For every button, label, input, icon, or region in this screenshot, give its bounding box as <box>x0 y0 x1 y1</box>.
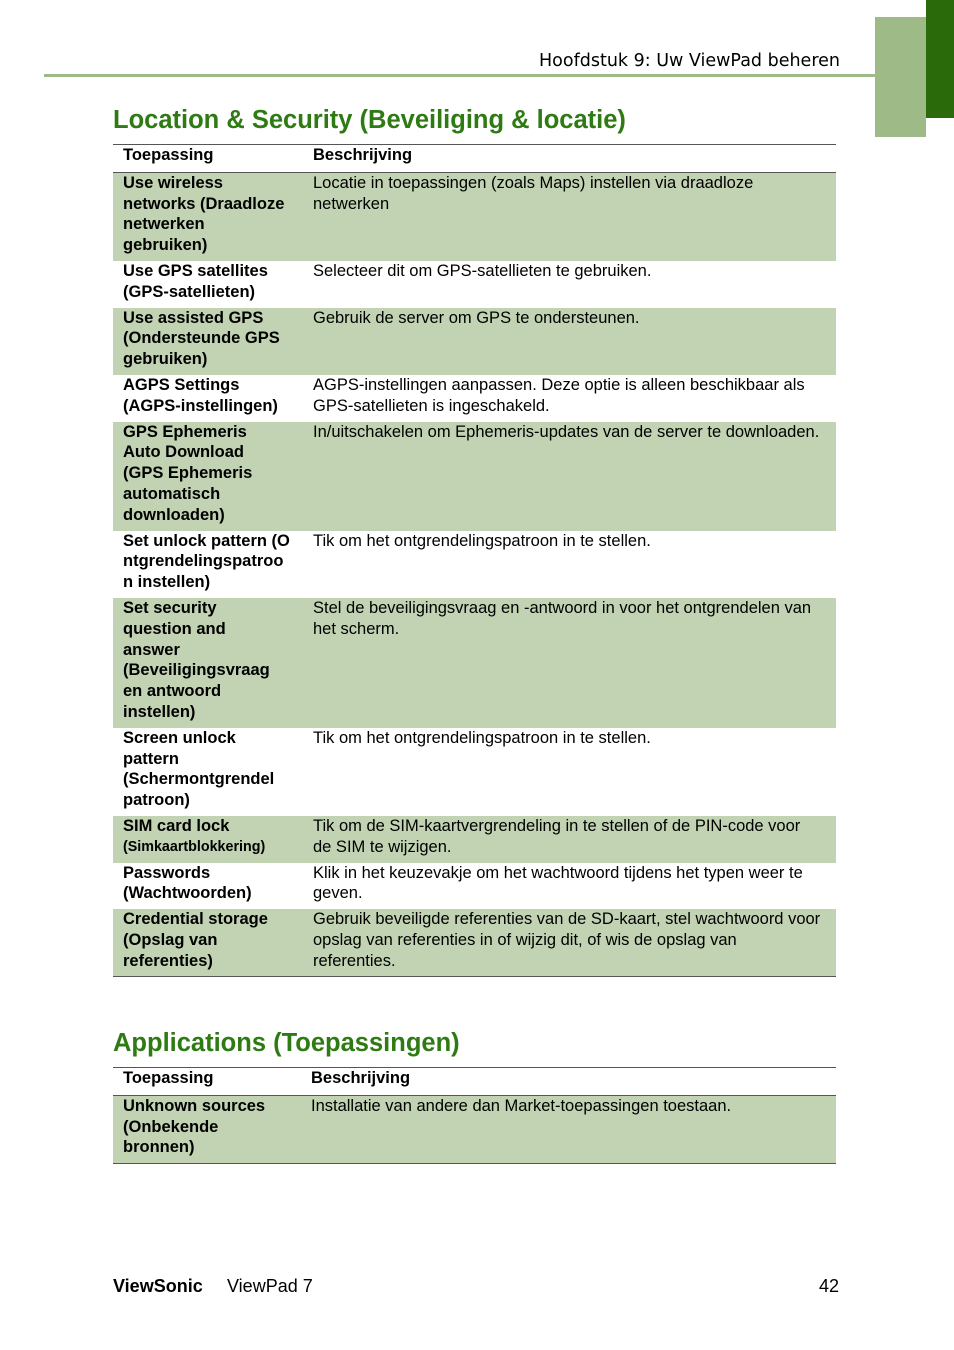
setting-description: AGPS-instellingen aanpassen. Deze optie is alleen beschikbaar als GPS-satellieten is ingeschakeld. <box>313 375 805 415</box>
setting-description: Tik om het ontgrendelingspatroon in te stellen. <box>313 531 651 550</box>
applications-table <box>113 1067 836 1164</box>
column-header-description: Beschrijving <box>303 145 836 173</box>
table-row <box>113 598 836 728</box>
chapter-tab-dark <box>926 0 954 118</box>
table-row <box>113 422 836 531</box>
setting-name: Use assisted GPS (Ondersteunde GPS gebruiken) <box>113 308 303 375</box>
setting-name: Screen unlock pattern (Schermontgrendel patroon) <box>123 728 275 810</box>
table-header-row <box>113 1068 836 1096</box>
location-security-table <box>113 144 836 977</box>
setting-name: Set security question and answer (Beveiligingsvraag en antwoord instellen) <box>113 598 303 728</box>
table-row <box>113 816 836 863</box>
column-header-setting: Toepassing <box>113 145 303 173</box>
setting-name: Use GPS satellites (GPS-satellieten) <box>123 261 268 301</box>
setting-name: Set unlock pattern (Ontgrendelingspatroon instellen) <box>123 531 290 592</box>
section-heading-location-security: Location & Security (Beveiliging & locatie) <box>113 106 626 134</box>
setting-description: Gebruik beveiligde referenties van de SD-kaart, stel wachtwoord voor opslag van referenties in of wijzig dit, of wis de opslag van referenties. <box>303 909 836 977</box>
section-heading-applications: Applications (Toepassingen) <box>113 1029 460 1057</box>
table-row <box>113 308 836 375</box>
setting-description: Stel de beveiligingsvraag en -antwoord in voor het ontgrendelen van het scherm. <box>303 598 836 728</box>
setting-description: Tik om het ontgrendelingspatroon in te stellen. <box>313 728 651 747</box>
setting-name <box>113 816 303 863</box>
footer-model: ViewPad 7 <box>227 1276 313 1296</box>
table-row <box>113 863 836 910</box>
table-row <box>113 909 836 977</box>
table-row <box>113 1095 836 1163</box>
setting-description: In/uitschakelen om Ephemeris-updates van de server te downloaden. <box>303 422 836 531</box>
setting-description: Gebruik de server om GPS te ondersteunen. <box>303 308 836 375</box>
setting-name: AGPS Settings (AGPS-instellingen) <box>123 375 278 415</box>
setting-name: GPS Ephemeris Auto Download (GPS Ephemeris automatisch downloaden) <box>113 422 303 531</box>
page-number: 42 <box>818 1276 839 1296</box>
setting-description: Installatie van andere dan Market-toepassingen toestaan. <box>301 1095 836 1163</box>
setting-name: Credential storage (Opslag van referenties) <box>113 909 303 977</box>
setting-name-sub: (Simkaartblokkering) <box>123 838 266 855</box>
table-row <box>113 728 836 816</box>
column-header-description: Beschrijving <box>301 1068 836 1096</box>
setting-description: Tik om de SIM-kaartvergrendeling in te stellen of de PIN-code voor de SIM te wijzigen. <box>303 816 836 863</box>
setting-name-main: SIM card lock <box>123 816 230 835</box>
setting-name: Unknown sources (Onbekende bronnen) <box>113 1095 301 1163</box>
table-row <box>113 375 836 422</box>
setting-description: Klik in het keuzevakje om het wachtwoord tijdens het typen weer te geven. <box>313 863 803 903</box>
table-row <box>113 261 836 308</box>
setting-description: Selecteer dit om GPS-satellieten te gebruiken. <box>313 261 652 280</box>
table-row <box>113 531 836 598</box>
table-row <box>113 172 836 261</box>
footer-brand: ViewSonic <box>113 1276 203 1296</box>
setting-name: Passwords (Wachtwoorden) <box>123 863 252 903</box>
column-header-setting: Toepassing <box>113 1068 301 1096</box>
chapter-title: Hoofdstuk 9: Uw ViewPad beheren <box>539 51 840 71</box>
header-rule <box>44 74 875 77</box>
setting-description: Locatie in toepassingen (zoals Maps) instellen via draadloze netwerken <box>303 172 836 261</box>
setting-name: Use wireless networks (Draadloze netwerken gebruiken) <box>113 172 303 261</box>
chapter-tab-light <box>875 17 926 137</box>
table-header-row <box>113 145 836 173</box>
